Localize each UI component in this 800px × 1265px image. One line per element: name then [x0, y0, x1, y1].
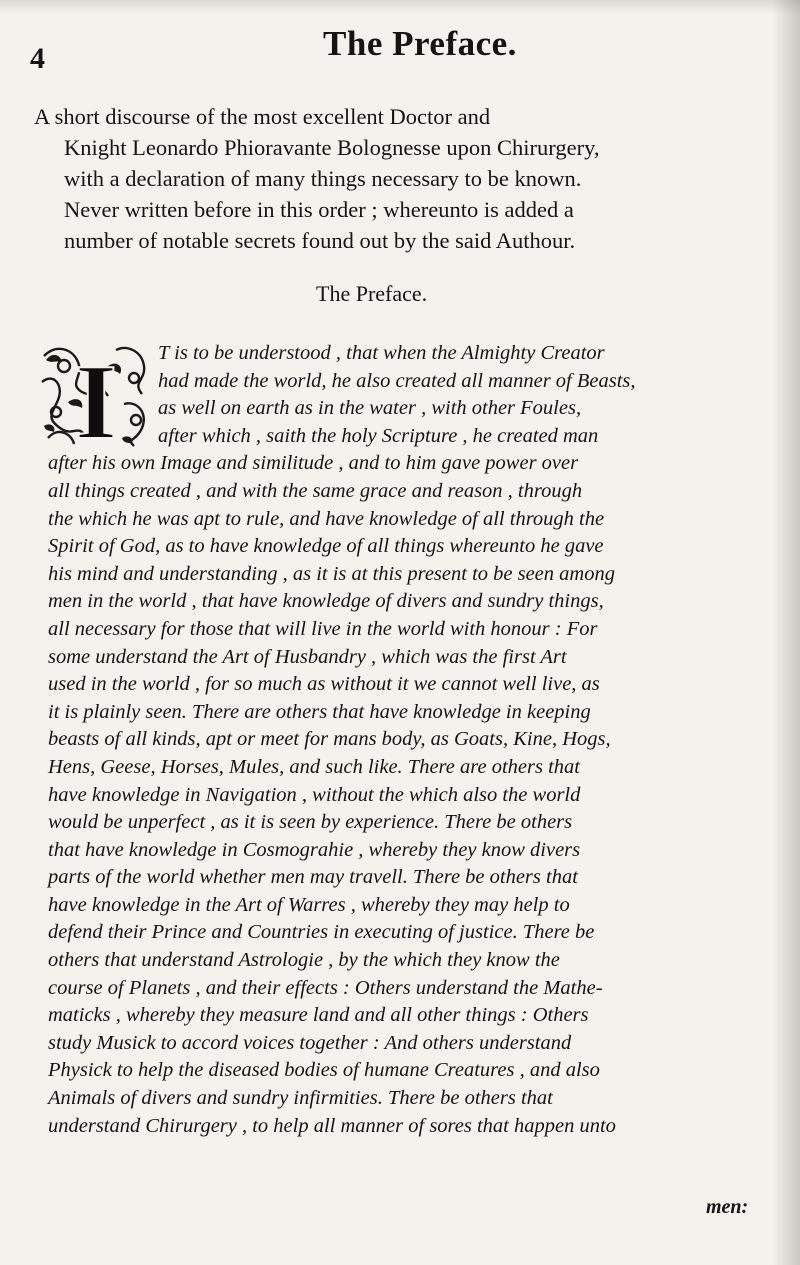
preface-body: [48, 340, 788, 1140]
page-number: 4: [30, 42, 45, 75]
intro-line: Knight Leonardo Phioravante Bolognesse upon Chirurgery,: [64, 135, 600, 160]
body-line: would be unperfect , as it is seen by experience. There be others: [48, 811, 573, 834]
body-line: used in the world , for so much as without it we cannot well live, as: [48, 673, 600, 696]
catchword: men:: [706, 1196, 749, 1218]
body-line: it is plainly seen. There are others that have knowledge in keeping: [48, 700, 591, 723]
drop-cap-letter: I: [74, 343, 118, 450]
body-line: Physick to help the diseased bodies of humane Creatures , and also: [48, 1059, 600, 1082]
intro-line: A short discourse of the most excellent Doctor and: [34, 104, 491, 129]
body-line: parts of the world whether men may travell. There be others that: [48, 866, 578, 889]
body-line: that have knowledge in Cosmograhie , whereby they know divers: [48, 838, 581, 861]
intro-line: number of notable secrets found out by the said Authour.: [64, 228, 576, 253]
body-line: others that understand Astrologie , by the which they know the: [48, 949, 560, 972]
body-line: men in the world , that have knowledge of divers and sundry things,: [48, 590, 604, 613]
body-line: after his own Image and similitude , and to him gave power over: [48, 452, 579, 475]
body-line: had made the world, he also created all manner of Beasts,: [158, 369, 636, 392]
body-line: as well on earth as in the water , with other Foules,: [158, 397, 582, 420]
body-line: defend their Prince and Countries in executing of justice. There be: [48, 921, 595, 944]
body-line: beasts of all kinds, apt or meet for mans body, as Goats, Kine, Hogs,: [48, 728, 611, 751]
body-line: after which , saith the holy Scripture , he created man: [158, 424, 599, 447]
body-line: study Musick to accord voices together : And others understand: [48, 1031, 572, 1054]
body-line: maticks , whereby they measure land and all other things : Others: [48, 1004, 589, 1027]
body-line: Spirit of God, as to have knowledge of all things whereunto he gave: [48, 535, 604, 558]
section-title: The Preface.: [316, 281, 428, 306]
body-line: understand Chirurgery , to help all manner of sores that happen unto: [48, 1114, 616, 1137]
intro-line: with a declaration of many things necessary to be known.: [64, 166, 582, 191]
intro-paragraph: [34, 101, 746, 256]
intro-line: Never written before in this order ; whereunto is added a: [64, 197, 574, 222]
body-line: course of Planets , and their effects : Others understand the Mathe-: [48, 976, 603, 999]
body-line: T is to be understood , that when the Almighty Creator: [158, 342, 605, 364]
body-line: his mind and understanding , as it is at this present to be seen among: [48, 562, 615, 585]
body-line: have knowledge in Navigation , without the which also the world: [48, 783, 581, 806]
body-line: all necessary for those that will live in the world with honour : For: [48, 617, 598, 640]
body-line: Hens, Geese, Horses, Mules, and such like. There are others that: [48, 755, 580, 778]
page-edge-shadow-top: [0, 0, 800, 14]
body-line: all things created , and with the same grace and reason , through: [48, 479, 583, 502]
running-title: The Preface.: [323, 24, 517, 63]
body-line: some understand the Art of Husbandry , which was the first Art: [48, 645, 567, 668]
body-line: have knowledge in the Art of Warres , whereby they may help to: [48, 893, 570, 916]
body-line: Animals of divers and sundry infirmities. There be others that: [48, 1087, 553, 1110]
body-line: the which he was apt to rule, and have knowledge of all through the: [48, 507, 605, 530]
